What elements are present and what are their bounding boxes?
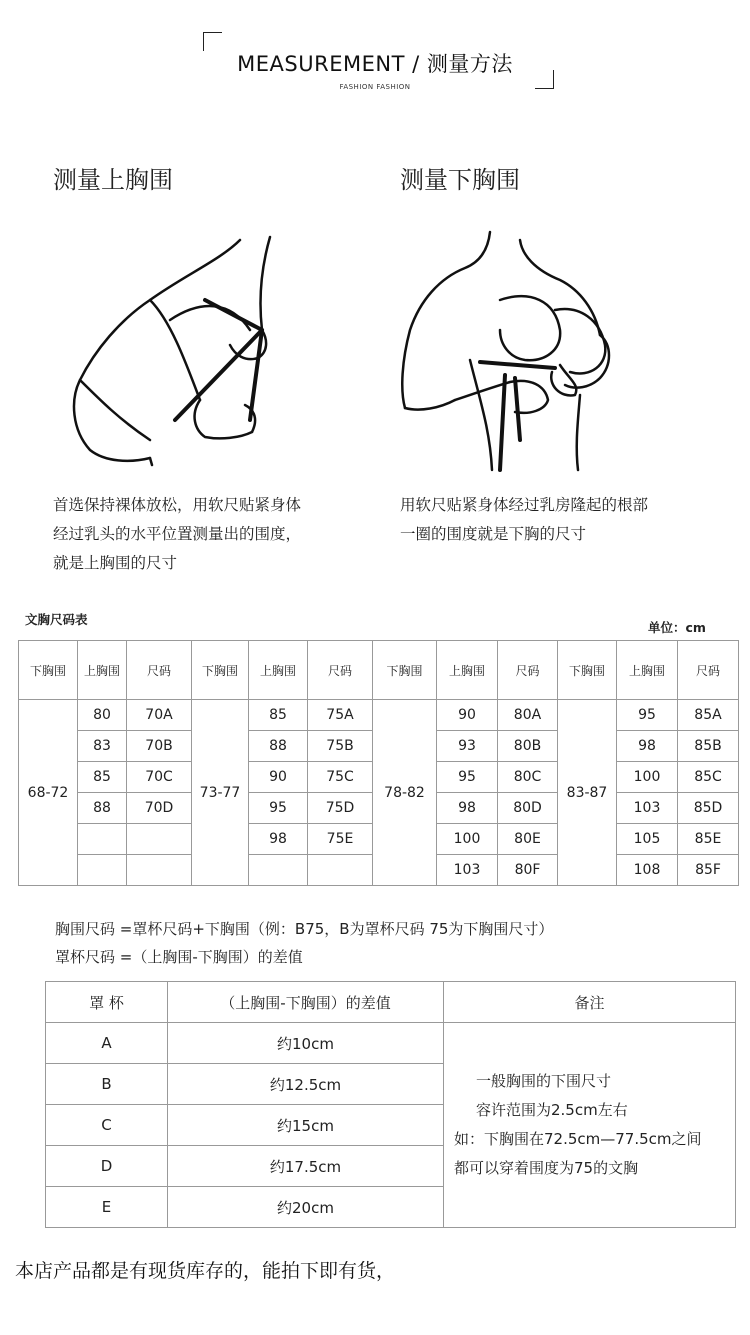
- cup-difference: 约10cm: [168, 1023, 444, 1064]
- upper-bust-heading: 测量上胸围: [53, 166, 173, 194]
- size-table-unit: 单位：cm: [648, 620, 706, 635]
- bra-size-table: [18, 640, 739, 886]
- size-table-title: 文胸尺码表: [25, 612, 88, 627]
- table-cell: [308, 855, 373, 886]
- table-cell: 75D: [308, 793, 373, 824]
- header-cell: 下胸围: [192, 641, 249, 700]
- header-cell: 上胸围: [617, 641, 678, 700]
- table-cell: 108: [617, 855, 678, 886]
- note-line: 容许范围为2.5cm左右: [476, 1101, 628, 1119]
- table-cell: 88: [249, 731, 308, 762]
- page-subtitle: FASHION FASHION: [339, 83, 411, 91]
- table-cell: 85F: [678, 855, 739, 886]
- table-cell: 100: [617, 762, 678, 793]
- table-cell: 90: [249, 762, 308, 793]
- table-cell: 95: [437, 762, 498, 793]
- table-cell: 98: [617, 731, 678, 762]
- table-cell: 80F: [498, 855, 558, 886]
- upper-bust-desc-line: 经过乳头的水平位置测量出的围度，: [53, 525, 302, 543]
- table-cell: 95: [617, 700, 678, 731]
- table-row: [46, 1023, 736, 1064]
- table-cell: [127, 855, 192, 886]
- under-bust-range: 73-77: [192, 700, 249, 886]
- header-cell: 尺码: [678, 641, 739, 700]
- table-cell: 98: [249, 824, 308, 855]
- table-cell: [127, 824, 192, 855]
- table-cell: 80C: [498, 762, 558, 793]
- table-cell: 105: [617, 824, 678, 855]
- table-cell: 80E: [498, 824, 558, 855]
- measurement-illustrations: [0, 0, 750, 480]
- table-cell: 70C: [127, 762, 192, 793]
- table-cell: 70A: [127, 700, 192, 731]
- table-cell: 75A: [308, 700, 373, 731]
- under-bust-range: 78-82: [373, 700, 437, 886]
- table-cell: [78, 824, 127, 855]
- header-cell: 下胸围: [19, 641, 78, 700]
- cup-difference: 约17.5cm: [168, 1146, 444, 1187]
- formula-line: 罩杯尺码 =（上胸围-下胸围）的差值: [55, 948, 303, 966]
- cup-letter: E: [46, 1187, 168, 1228]
- table-cell: 70B: [127, 731, 192, 762]
- note-line: 一般胸围的下围尺寸: [476, 1072, 612, 1090]
- cup-difference: 约12.5cm: [168, 1064, 444, 1105]
- table-row: [19, 700, 739, 731]
- under-bust-desc-line: 用软尺贴紧身体经过乳房隆起的根部: [400, 496, 649, 514]
- under-bust-illustration: [402, 232, 609, 470]
- cup-difference: 约20cm: [168, 1187, 444, 1228]
- cup-table-header-row: [46, 982, 736, 1023]
- footer-note: 本店产品都是有现货库存的，能拍下即有货，: [15, 1260, 396, 1282]
- header-cell: （上胸围-下胸围）的差值: [168, 982, 444, 1023]
- formula-line: 胸围尺码 =罩杯尺码+下胸围（例：B75，B为罩杯尺码 75为下胸围尺寸）: [55, 920, 554, 938]
- cup-letter: B: [46, 1064, 168, 1105]
- table-cell: 85: [78, 762, 127, 793]
- table-cell: 85B: [678, 731, 739, 762]
- table-cell: 80A: [498, 700, 558, 731]
- table-cell: 75C: [308, 762, 373, 793]
- table-cell: 70D: [127, 793, 192, 824]
- cup-table-note: [444, 1023, 736, 1228]
- size-table-header-row: [19, 641, 739, 700]
- table-cell: 100: [437, 824, 498, 855]
- table-cell: 85: [249, 700, 308, 731]
- note-line: 都可以穿着围度为75的文胸: [454, 1159, 639, 1177]
- table-cell: 80: [78, 700, 127, 731]
- upper-bust-desc-line: 就是上胸围的尺寸: [53, 554, 178, 572]
- upper-bust-illustration: [74, 237, 270, 465]
- under-bust-range: 83-87: [558, 700, 617, 886]
- page-title: MEASUREMENT / 测量方法: [237, 52, 513, 76]
- table-cell: 90: [437, 700, 498, 731]
- table-cell: 88: [78, 793, 127, 824]
- table-cell: 103: [437, 855, 498, 886]
- table-cell: 95: [249, 793, 308, 824]
- header-cell: 尺码: [498, 641, 558, 700]
- note-line: 如：下胸围在72.5cm—77.5cm之间: [454, 1130, 702, 1148]
- table-cell: 75B: [308, 731, 373, 762]
- cup-difference: 约15cm: [168, 1105, 444, 1146]
- table-cell: 75E: [308, 824, 373, 855]
- table-cell: 85E: [678, 824, 739, 855]
- header-cell: 尺码: [308, 641, 373, 700]
- header-cell: 尺码: [127, 641, 192, 700]
- cup-letter: A: [46, 1023, 168, 1064]
- header-cell: 上胸围: [437, 641, 498, 700]
- upper-bust-desc-line: 首选保持裸体放松，用软尺贴紧身体: [53, 496, 302, 514]
- header-cell: 上胸围: [249, 641, 308, 700]
- table-cell: 85D: [678, 793, 739, 824]
- table-cell: 85A: [678, 700, 739, 731]
- under-bust-description: [400, 491, 648, 549]
- header-cell: 下胸围: [373, 641, 437, 700]
- table-cell: 93: [437, 731, 498, 762]
- header-cell: 罩 杯: [46, 982, 168, 1023]
- cup-size-table: [45, 981, 736, 1228]
- under-bust-desc-line: 一圈的围度就是下胸的尺寸: [400, 525, 587, 543]
- cup-letter: D: [46, 1146, 168, 1187]
- under-bust-range: 68-72: [19, 700, 78, 886]
- table-cell: [78, 855, 127, 886]
- table-cell: [249, 855, 308, 886]
- header-cell: 下胸围: [558, 641, 617, 700]
- header-cell: 上胸围: [78, 641, 127, 700]
- header-cell: 备注: [444, 982, 736, 1023]
- table-cell: 80B: [498, 731, 558, 762]
- table-cell: 80D: [498, 793, 558, 824]
- table-cell: 83: [78, 731, 127, 762]
- cup-letter: C: [46, 1105, 168, 1146]
- table-cell: 85C: [678, 762, 739, 793]
- under-bust-heading: 测量下胸围: [400, 166, 520, 194]
- table-cell: 98: [437, 793, 498, 824]
- table-cell: 103: [617, 793, 678, 824]
- upper-bust-description: [53, 491, 301, 578]
